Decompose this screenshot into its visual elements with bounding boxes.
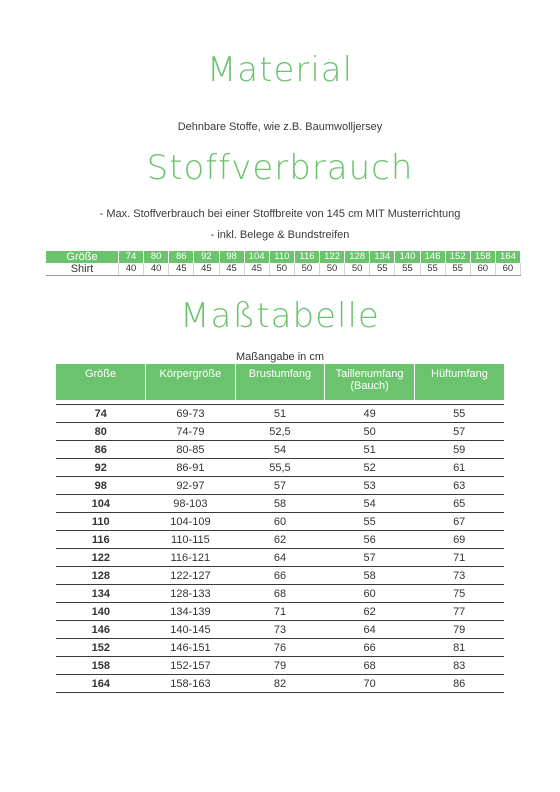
column-header-waist: Taillenumfang (Bauch) — [325, 364, 415, 400]
hip-cell: 57 — [414, 423, 504, 441]
height-cell: 80-85 — [146, 441, 236, 459]
waist-cell: 68 — [325, 657, 415, 675]
height-cell: 69-73 — [146, 405, 236, 423]
height-cell: 128-133 — [146, 585, 236, 603]
usage-value-cell: 45 — [219, 263, 244, 276]
waist-cell: 53 — [325, 477, 415, 495]
usage-size-row — [46, 251, 521, 263]
usage-value-cell: 50 — [269, 263, 294, 276]
height-cell: 146-151 — [146, 639, 236, 657]
stoffverbrauch-heading: Stoffverbrauch — [146, 148, 414, 188]
height-cell: 86-91 — [146, 459, 236, 477]
size-chart-body — [56, 400, 504, 693]
hip-cell: 55 — [414, 405, 504, 423]
table-row — [56, 513, 504, 531]
chest-cell: 60 — [235, 513, 325, 531]
size-chart-table — [56, 364, 504, 693]
height-cell: 110-115 — [146, 531, 236, 549]
hip-cell: 71 — [414, 549, 504, 567]
table-row — [56, 603, 504, 621]
usage-value-cell: 40 — [144, 263, 169, 276]
chest-cell: 51 — [235, 405, 325, 423]
table-row — [56, 567, 504, 585]
material-heading: Material — [206, 50, 354, 90]
usage-size-cell: 92 — [194, 251, 219, 263]
usage-size-cell: 140 — [395, 251, 420, 263]
size-cell: 98 — [56, 477, 146, 495]
size-cell: 116 — [56, 531, 146, 549]
height-cell: 74-79 — [146, 423, 236, 441]
waist-cell: 50 — [325, 423, 415, 441]
size-cell: 86 — [56, 441, 146, 459]
height-cell: 122-127 — [146, 567, 236, 585]
table-row — [56, 621, 504, 639]
hip-cell: 65 — [414, 495, 504, 513]
usage-value-cell: 50 — [345, 263, 370, 276]
chest-cell: 54 — [235, 441, 325, 459]
height-cell: 140-145 — [146, 621, 236, 639]
hip-cell: 81 — [414, 639, 504, 657]
usage-value-cell: 50 — [320, 263, 345, 276]
column-header-chest: Brustumfang — [235, 364, 325, 400]
height-cell: 152-157 — [146, 657, 236, 675]
hip-cell: 59 — [414, 441, 504, 459]
size-cell: 74 — [56, 405, 146, 423]
stoffverbrauch-note-width: - Max. Stoffverbrauch bei einer Stoffbreite von 145 cm MIT Musterrichtung — [99, 208, 461, 220]
size-cell: 122 — [56, 549, 146, 567]
hip-cell: 83 — [414, 657, 504, 675]
waist-cell: 60 — [325, 585, 415, 603]
size-cell: 110 — [56, 513, 146, 531]
chest-cell: 73 — [235, 621, 325, 639]
usage-size-cell: 164 — [495, 251, 520, 263]
size-cell: 140 — [56, 603, 146, 621]
table-row — [56, 549, 504, 567]
waist-cell: 57 — [325, 549, 415, 567]
waist-cell: 54 — [325, 495, 415, 513]
table-row — [56, 531, 504, 549]
table-row — [56, 477, 504, 495]
hip-cell: 69 — [414, 531, 504, 549]
fabric-usage-table — [46, 251, 521, 276]
waist-cell: 51 — [325, 441, 415, 459]
usage-value-cell: 40 — [119, 263, 144, 276]
table-row — [56, 585, 504, 603]
material-description: Dehnbare Stoffe, wie z.B. Baumwolljersey — [177, 121, 383, 133]
table-row — [56, 423, 504, 441]
waist-cell: 49 — [325, 405, 415, 423]
usage-value-cell: 60 — [470, 263, 495, 276]
chest-cell: 76 — [235, 639, 325, 657]
height-cell: 116-121 — [146, 549, 236, 567]
usage-shirt-row — [46, 263, 521, 276]
chest-cell: 82 — [235, 675, 325, 693]
size-cell: 158 — [56, 657, 146, 675]
table-row — [56, 405, 504, 423]
size-cell: 134 — [56, 585, 146, 603]
hip-cell: 86 — [414, 675, 504, 693]
usage-value-cell: 55 — [445, 263, 470, 276]
usage-size-label: Größe — [46, 251, 119, 263]
usage-size-cell: 134 — [370, 251, 395, 263]
usage-size-cell: 128 — [345, 251, 370, 263]
height-cell: 92-97 — [146, 477, 236, 495]
usage-value-cell: 55 — [370, 263, 395, 276]
usage-value-cell: 55 — [395, 263, 420, 276]
table-row — [56, 675, 504, 693]
usage-size-cell: 104 — [244, 251, 269, 263]
waist-cell: 55 — [325, 513, 415, 531]
usage-size-cell: 74 — [119, 251, 144, 263]
hip-cell: 79 — [414, 621, 504, 639]
table-row — [56, 657, 504, 675]
usage-value-cell: 60 — [495, 263, 520, 276]
usage-size-cell: 116 — [294, 251, 319, 263]
waist-cell: 52 — [325, 459, 415, 477]
table-row — [56, 441, 504, 459]
usage-item-label: Shirt — [46, 263, 119, 276]
chest-cell: 62 — [235, 531, 325, 549]
size-cell: 128 — [56, 567, 146, 585]
size-cell: 104 — [56, 495, 146, 513]
usage-size-cell: 158 — [470, 251, 495, 263]
hip-cell: 63 — [414, 477, 504, 495]
height-cell: 134-139 — [146, 603, 236, 621]
hip-cell: 67 — [414, 513, 504, 531]
height-cell: 104-109 — [146, 513, 236, 531]
hip-cell: 73 — [414, 567, 504, 585]
size-chart-header-row — [56, 364, 504, 400]
masstabelle-heading: Maßtabelle — [180, 296, 380, 336]
waist-cell: 66 — [325, 639, 415, 657]
table-row — [56, 495, 504, 513]
chest-cell: 55,5 — [235, 459, 325, 477]
chest-cell: 57 — [235, 477, 325, 495]
usage-value-cell: 55 — [420, 263, 445, 276]
usage-size-cell: 152 — [445, 251, 470, 263]
waist-cell: 62 — [325, 603, 415, 621]
size-cell: 146 — [56, 621, 146, 639]
chest-cell: 52,5 — [235, 423, 325, 441]
size-cell: 80 — [56, 423, 146, 441]
usage-size-cell: 122 — [320, 251, 345, 263]
chest-cell: 71 — [235, 603, 325, 621]
column-header-hip: Hüftumfang — [414, 364, 504, 400]
size-cell: 92 — [56, 459, 146, 477]
usage-size-cell: 86 — [169, 251, 194, 263]
column-header-size: Größe — [56, 364, 146, 400]
chest-cell: 79 — [235, 657, 325, 675]
size-cell: 152 — [56, 639, 146, 657]
usage-size-cell: 110 — [269, 251, 294, 263]
usage-size-cell: 98 — [219, 251, 244, 263]
column-header-height: Körpergröße — [146, 364, 236, 400]
waist-cell: 56 — [325, 531, 415, 549]
usage-size-cell: 146 — [420, 251, 445, 263]
stoffverbrauch-note-extras: - inkl. Belege & Bundstreifen — [210, 229, 350, 241]
size-cell: 164 — [56, 675, 146, 693]
usage-size-cell: 80 — [144, 251, 169, 263]
masstabelle-caption: Maßangabe in cm — [235, 351, 325, 363]
usage-value-cell: 45 — [169, 263, 194, 276]
table-row — [56, 459, 504, 477]
usage-value-cell: 50 — [294, 263, 319, 276]
waist-cell: 64 — [325, 621, 415, 639]
height-cell: 98-103 — [146, 495, 236, 513]
hip-cell: 75 — [414, 585, 504, 603]
chest-cell: 64 — [235, 549, 325, 567]
usage-value-cell: 45 — [194, 263, 219, 276]
waist-cell: 58 — [325, 567, 415, 585]
chest-cell: 66 — [235, 567, 325, 585]
height-cell: 158-163 — [146, 675, 236, 693]
table-row — [56, 639, 504, 657]
usage-value-cell: 45 — [244, 263, 269, 276]
hip-cell: 61 — [414, 459, 504, 477]
chest-cell: 68 — [235, 585, 325, 603]
hip-cell: 77 — [414, 603, 504, 621]
waist-cell: 70 — [325, 675, 415, 693]
chest-cell: 58 — [235, 495, 325, 513]
